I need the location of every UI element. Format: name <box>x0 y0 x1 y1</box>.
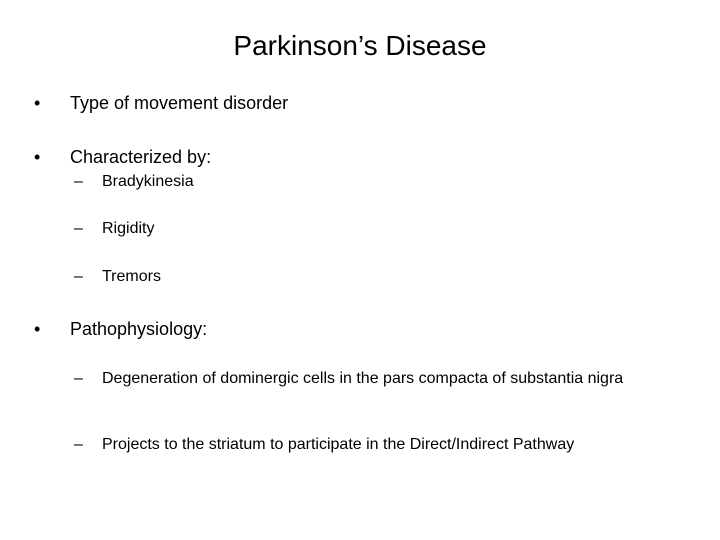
dash-marker: – <box>74 436 83 453</box>
bullet-marker: • <box>34 147 41 167</box>
dash-marker: – <box>74 370 83 387</box>
bullet-text: Pathophysiology: <box>70 319 208 339</box>
dash-marker: – <box>74 173 83 190</box>
sub-bullet-item <box>74 435 674 454</box>
sub-bullet-item <box>74 172 674 191</box>
bullet-text: Type of movement disorder <box>70 93 289 113</box>
slide-title: Parkinson’s Disease <box>233 30 487 61</box>
sub-bullet-text: Tremors <box>102 268 161 285</box>
sub-bullet-item <box>74 369 674 388</box>
sub-bullet-text: Bradykinesia <box>102 173 194 190</box>
dash-marker: – <box>74 220 83 237</box>
dash-marker: – <box>74 268 83 285</box>
bullet-marker: • <box>34 93 41 113</box>
sub-bullet-item <box>74 219 674 238</box>
sub-bullet-text: Projects to the striatum to participate in the Direct/Indirect Pathway <box>102 436 575 453</box>
bullet-text: Characterized by: <box>70 147 212 167</box>
sub-bullet-item <box>74 267 674 286</box>
sub-bullet-text: Degeneration of dominergic cells in the pars compacta of substantia nigra <box>102 370 624 387</box>
bullet-marker: • <box>34 319 41 339</box>
sub-bullet-text: Rigidity <box>102 220 155 237</box>
